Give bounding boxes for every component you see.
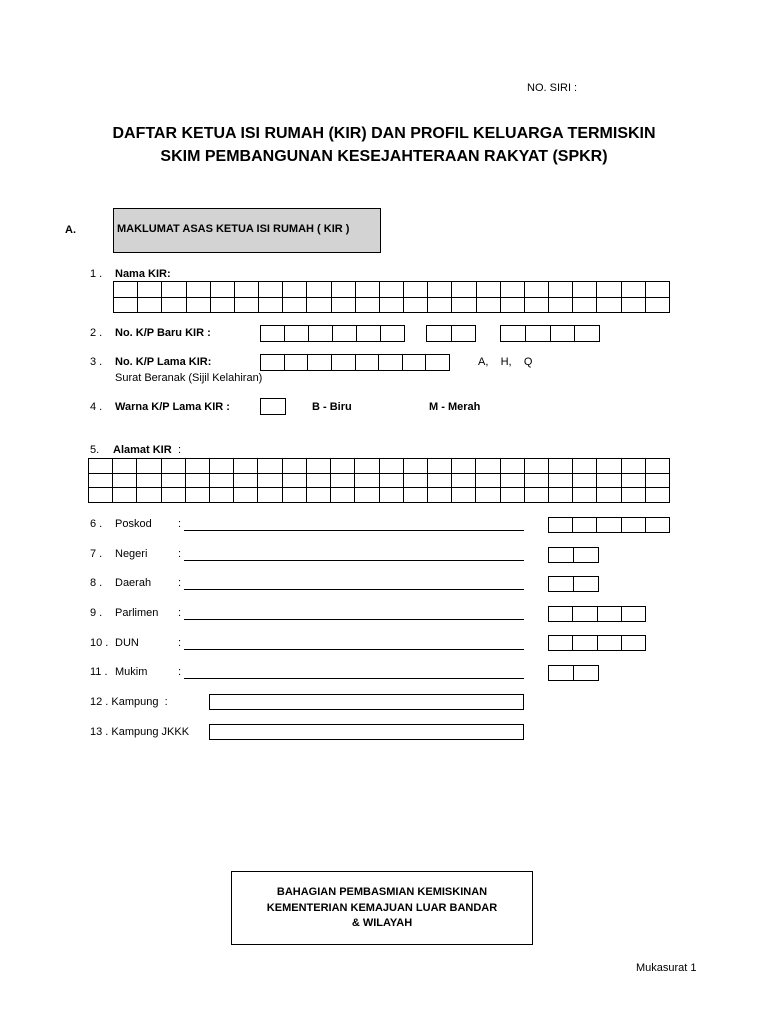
field-5-number: 5. — [90, 444, 100, 456]
char-box[interactable] — [501, 282, 525, 298]
new-ic-part1-grid[interactable] — [260, 325, 405, 342]
char-box[interactable] — [428, 459, 452, 474]
char-box[interactable] — [549, 666, 574, 681]
char-box[interactable] — [452, 298, 476, 314]
field-11-label: Mukim — [115, 666, 148, 678]
address-input-grid[interactable] — [88, 458, 670, 503]
char-box[interactable] — [573, 298, 597, 314]
char-box[interactable] — [549, 577, 574, 592]
char-box[interactable] — [186, 474, 210, 489]
field-4-label: Warna K/P Lama KIR : — [115, 401, 230, 413]
char-box[interactable] — [597, 488, 621, 503]
ministry-line2: KEMENTERIAN KEMAJUAN LUAR BANDAR — [266, 902, 498, 914]
field-13-label: 13 . Kampung JKKK — [90, 726, 190, 738]
char-box[interactable] — [162, 474, 186, 489]
char-box[interactable] — [355, 474, 379, 489]
form-title-line1: DAFTAR KETUA ISI RUMAH (KIR) DAN PROFIL KELUARGA TERMISKIN — [112, 125, 656, 142]
field-1-label: Nama KIR: — [115, 268, 171, 280]
postcode-code-grid[interactable] — [548, 517, 670, 533]
char-box[interactable] — [211, 282, 235, 298]
char-box[interactable] — [211, 298, 235, 314]
field-1-number: 1 . — [90, 268, 103, 280]
char-box[interactable] — [259, 298, 283, 314]
char-box[interactable] — [113, 459, 137, 474]
char-box[interactable] — [234, 488, 258, 503]
char-box[interactable] — [308, 355, 332, 371]
char-box[interactable] — [573, 636, 597, 651]
char-box[interactable] — [597, 518, 621, 533]
char-box[interactable] — [598, 636, 622, 651]
char-box[interactable] — [333, 326, 357, 342]
char-box[interactable] — [235, 282, 259, 298]
field-3-label: No. K/P Lama KIR: — [115, 356, 212, 368]
char-box[interactable] — [551, 326, 576, 342]
mukim-code-grid[interactable] — [548, 665, 599, 681]
mukim-write-line[interactable] — [184, 678, 524, 679]
char-box[interactable] — [162, 488, 186, 503]
char-box[interactable] — [186, 459, 210, 474]
char-box[interactable] — [309, 326, 333, 342]
char-box[interactable] — [549, 548, 574, 563]
char-box[interactable] — [549, 636, 573, 651]
char-box[interactable] — [283, 488, 307, 503]
field-9-label: Parlimen — [115, 607, 159, 619]
char-box[interactable] — [426, 355, 450, 371]
char-box[interactable] — [380, 474, 404, 489]
char-box[interactable] — [428, 488, 452, 503]
char-box[interactable] — [285, 326, 309, 342]
field-3-sublabel: Surat Beranak (Sijil Kelahiran) — [115, 372, 263, 384]
char-box[interactable] — [525, 459, 549, 474]
char-box[interactable] — [162, 298, 186, 314]
ic-colour-input-box[interactable] — [260, 398, 286, 415]
char-box[interactable] — [331, 488, 355, 503]
char-box[interactable] — [573, 488, 597, 503]
jkkk-village-input-box[interactable] — [209, 724, 524, 740]
char-box[interactable] — [573, 518, 597, 533]
char-box[interactable] — [646, 488, 670, 503]
char-box[interactable] — [283, 459, 307, 474]
char-box[interactable] — [138, 298, 162, 314]
char-box[interactable] — [210, 459, 234, 474]
char-box[interactable] — [379, 355, 403, 371]
char-box[interactable] — [597, 459, 621, 474]
char-box[interactable] — [622, 474, 646, 489]
char-box[interactable] — [549, 518, 573, 533]
char-box[interactable] — [428, 474, 452, 489]
char-box[interactable] — [501, 326, 526, 342]
char-box[interactable] — [404, 488, 428, 503]
field-10-colon: : — [178, 637, 182, 649]
form-title-line2: SKIM PEMBANGUNAN KESEJAHTERAAN RAKYAT (SPKR) — [160, 148, 608, 165]
char-box[interactable] — [234, 474, 258, 489]
char-box[interactable] — [162, 282, 186, 298]
char-box[interactable] — [187, 298, 211, 314]
char-box[interactable] — [428, 298, 452, 314]
field-7-number: 7 . — [90, 548, 103, 560]
new-ic-part2-grid[interactable] — [426, 325, 476, 342]
char-box[interactable] — [404, 282, 428, 298]
field-9-number: 9 . — [90, 607, 103, 619]
char-box[interactable] — [575, 326, 600, 342]
char-box[interactable] — [356, 298, 380, 314]
char-box[interactable] — [573, 607, 597, 622]
char-box[interactable] — [501, 474, 525, 489]
char-box[interactable] — [525, 282, 549, 298]
field-11-number: 11 . — [90, 666, 108, 678]
char-box[interactable] — [622, 459, 646, 474]
char-box[interactable] — [380, 488, 404, 503]
char-box[interactable] — [404, 474, 428, 489]
char-box[interactable] — [597, 298, 621, 314]
field-2-number: 2 . — [90, 327, 103, 339]
char-box[interactable] — [285, 355, 309, 371]
char-box[interactable] — [573, 282, 597, 298]
char-box[interactable] — [646, 282, 670, 298]
char-box[interactable] — [622, 636, 646, 651]
char-box[interactable] — [355, 459, 379, 474]
char-box[interactable] — [622, 518, 646, 533]
char-box[interactable] — [283, 298, 307, 314]
char-box[interactable] — [646, 518, 670, 533]
char-box[interactable] — [114, 298, 138, 314]
char-box[interactable] — [137, 459, 161, 474]
parliament-write-line[interactable] — [184, 619, 524, 620]
char-box[interactable] — [258, 459, 282, 474]
char-box[interactable] — [356, 355, 380, 371]
field-10-label: DUN — [115, 637, 139, 649]
char-box[interactable] — [258, 488, 282, 503]
char-box[interactable] — [549, 488, 573, 503]
char-box[interactable] — [597, 474, 621, 489]
colour-option-blue: B - Biru — [312, 401, 352, 413]
char-box[interactable] — [137, 474, 161, 489]
char-box[interactable] — [501, 298, 525, 314]
village-input-box[interactable] — [209, 694, 524, 710]
char-box[interactable] — [428, 282, 452, 298]
char-box[interactable] — [526, 326, 551, 342]
char-box[interactable] — [525, 474, 549, 489]
postcode-write-line[interactable] — [184, 530, 524, 531]
char-box[interactable] — [549, 282, 573, 298]
char-box[interactable] — [332, 298, 356, 314]
char-box[interactable] — [549, 607, 573, 622]
char-box[interactable] — [332, 282, 356, 298]
char-box[interactable] — [89, 459, 113, 474]
char-box[interactable] — [307, 459, 331, 474]
char-box[interactable] — [452, 459, 476, 474]
char-box[interactable] — [210, 488, 234, 503]
field-8-number: 8 . — [90, 577, 103, 589]
char-box[interactable] — [549, 459, 573, 474]
field-10-number: 10 . — [90, 637, 109, 649]
state-write-line[interactable] — [184, 560, 524, 561]
char-box[interactable] — [476, 474, 500, 489]
char-box[interactable] — [452, 474, 476, 489]
char-box[interactable] — [452, 488, 476, 503]
dun-write-line[interactable] — [184, 649, 524, 650]
char-box[interactable] — [501, 459, 525, 474]
field-7-colon: : — [178, 548, 182, 560]
char-box[interactable] — [356, 282, 380, 298]
char-box[interactable] — [113, 474, 137, 489]
char-box[interactable] — [476, 488, 500, 503]
char-box[interactable] — [307, 488, 331, 503]
field-8-colon: : — [178, 577, 182, 589]
district-code-grid[interactable] — [548, 576, 599, 592]
parliament-code-grid[interactable] — [548, 606, 646, 622]
field-11-colon: : — [178, 666, 182, 678]
section-letter: A. — [65, 224, 76, 236]
char-box[interactable] — [259, 282, 283, 298]
serial-number-label: NO. SIRI : — [527, 82, 578, 94]
char-box[interactable] — [622, 298, 646, 314]
field-5-colon: : — [178, 444, 182, 456]
char-box[interactable] — [622, 607, 646, 622]
char-box[interactable] — [598, 607, 622, 622]
char-box[interactable] — [549, 298, 573, 314]
char-box[interactable] — [525, 298, 549, 314]
char-box[interactable] — [573, 474, 597, 489]
char-box[interactable] — [89, 488, 113, 503]
char-box[interactable] — [574, 577, 599, 592]
char-box[interactable] — [138, 282, 162, 298]
field-3-number: 3 . — [90, 356, 103, 368]
char-box[interactable] — [646, 459, 670, 474]
section-heading: MAKLUMAT ASAS KETUA ISI RUMAH ( KIR ) — [117, 223, 350, 235]
char-box[interactable] — [525, 488, 549, 503]
old-ic-prefix-codes: A, H, Q — [478, 356, 533, 368]
field-8-label: Daerah — [115, 577, 152, 589]
char-box[interactable] — [187, 282, 211, 298]
old-ic-grid[interactable] — [260, 354, 450, 371]
char-box[interactable] — [501, 488, 525, 503]
char-box[interactable] — [404, 459, 428, 474]
field-9-colon: : — [178, 607, 182, 619]
district-write-line[interactable] — [184, 589, 524, 590]
char-box[interactable] — [404, 298, 428, 314]
char-box[interactable] — [258, 474, 282, 489]
char-box[interactable] — [331, 459, 355, 474]
char-box[interactable] — [357, 326, 381, 342]
page-number: Mukasurat 1 — [636, 962, 697, 974]
char-box[interactable] — [380, 298, 404, 314]
char-box[interactable] — [113, 488, 137, 503]
char-box[interactable] — [622, 488, 646, 503]
char-box[interactable] — [380, 459, 404, 474]
char-box[interactable] — [235, 298, 259, 314]
section-heading-box — [113, 208, 381, 253]
char-box[interactable] — [476, 459, 500, 474]
char-box[interactable] — [283, 474, 307, 489]
field-4-number: 4 . — [90, 401, 103, 413]
char-box[interactable] — [283, 282, 307, 298]
char-box[interactable] — [332, 355, 356, 371]
char-box[interactable] — [574, 548, 599, 563]
char-box[interactable] — [452, 282, 476, 298]
char-box[interactable] — [162, 459, 186, 474]
char-box[interactable] — [137, 488, 161, 503]
char-box[interactable] — [403, 355, 427, 371]
field-6-colon: : — [178, 518, 182, 530]
char-box[interactable] — [646, 298, 670, 314]
char-box[interactable] — [307, 298, 331, 314]
field-6-label: Poskod — [115, 518, 152, 530]
char-box[interactable] — [574, 666, 599, 681]
colour-option-red: M - Merah — [429, 401, 481, 413]
char-box[interactable] — [261, 355, 285, 371]
char-box[interactable] — [261, 326, 285, 342]
ministry-line1: BAHAGIAN PEMBASMIAN KEMISKINAN — [276, 886, 488, 898]
char-box[interactable] — [380, 282, 404, 298]
char-box[interactable] — [452, 326, 477, 342]
state-code-grid[interactable] — [548, 547, 599, 563]
field-7-label: Negeri — [115, 548, 148, 560]
char-box[interactable] — [210, 474, 234, 489]
char-box[interactable] — [597, 282, 621, 298]
field-2-label: No. K/P Baru KIR : — [115, 327, 211, 339]
dun-code-grid[interactable] — [548, 635, 646, 651]
char-box[interactable] — [381, 326, 405, 342]
char-box[interactable] — [646, 474, 670, 489]
new-ic-part3-grid[interactable] — [500, 325, 600, 342]
char-box[interactable] — [477, 298, 501, 314]
char-box[interactable] — [307, 474, 331, 489]
char-box[interactable] — [549, 474, 573, 489]
char-box[interactable] — [114, 282, 138, 298]
char-box[interactable] — [186, 488, 210, 503]
char-box[interactable] — [331, 474, 355, 489]
char-box[interactable] — [573, 459, 597, 474]
ministry-box — [231, 871, 533, 945]
char-box[interactable] — [427, 326, 452, 342]
char-box[interactable] — [622, 282, 646, 298]
field-5-label: Alamat KIR — [113, 444, 172, 456]
field-12-label: 12 . Kampung : — [90, 696, 168, 708]
ministry-line3: & WILAYAH — [351, 917, 413, 929]
char-box[interactable] — [234, 459, 258, 474]
char-box[interactable] — [477, 282, 501, 298]
char-box[interactable] — [89, 474, 113, 489]
char-box[interactable] — [307, 282, 331, 298]
field-6-number: 6 . — [90, 518, 103, 530]
name-input-grid[interactable] — [113, 281, 670, 313]
char-box[interactable] — [355, 488, 379, 503]
